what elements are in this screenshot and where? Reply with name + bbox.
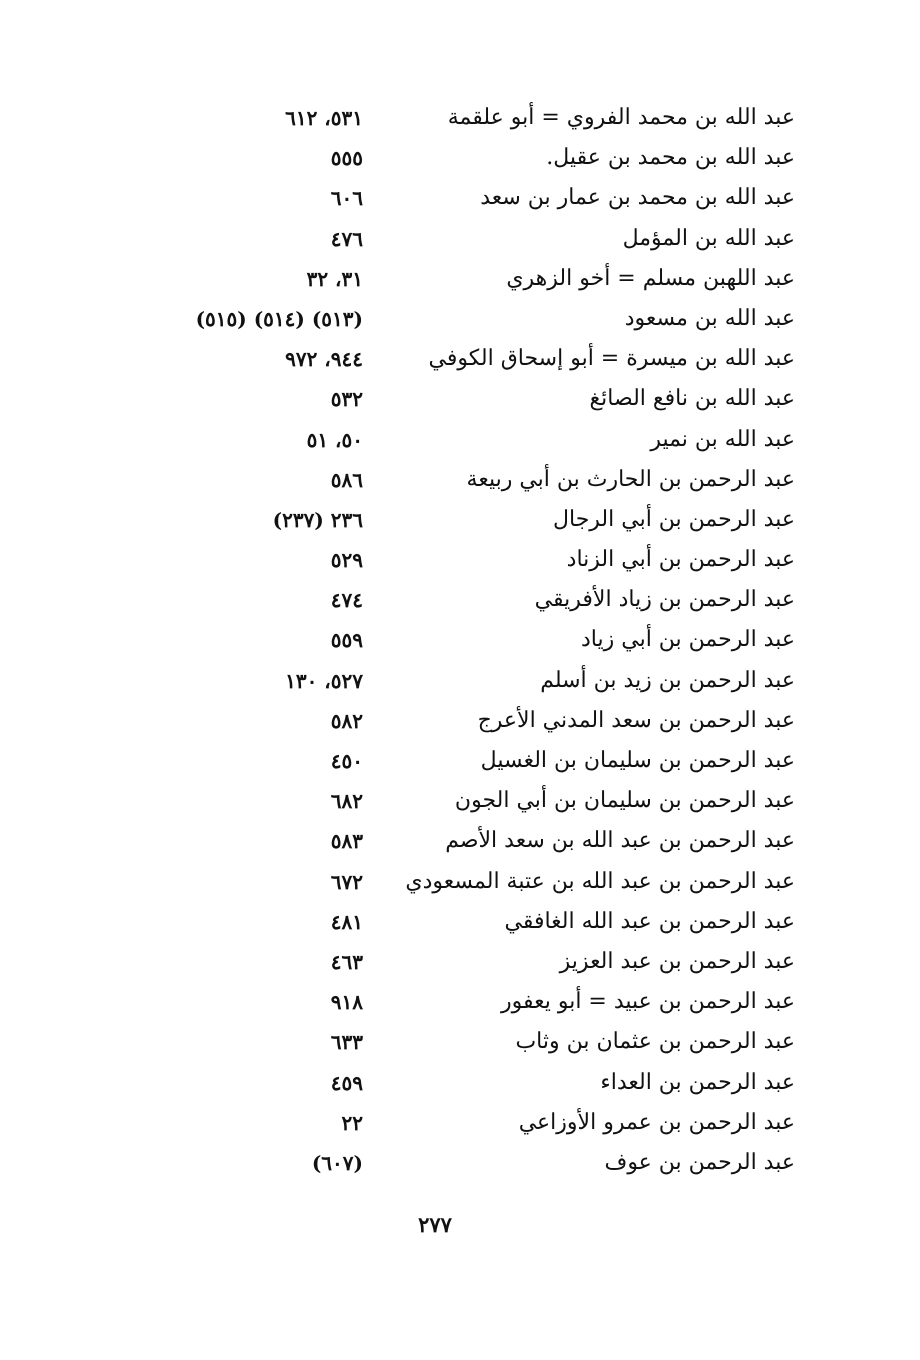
entry-name: عبد الله بن محمد بن عقيل. [546, 145, 795, 171]
entry-page-refs: ٥٠، ٥١ [306, 427, 363, 452]
index-entry [140, 741, 795, 781]
entry-page-refs: ٥٨٣ [330, 829, 363, 854]
index-entry [140, 540, 795, 580]
index-entry [140, 1143, 795, 1183]
entry-page-refs: ٥٨٦ [330, 467, 363, 492]
index-entry [140, 299, 795, 339]
entry-page-refs: ٢٣٦ (٢٣٧) [272, 507, 363, 532]
entry-name: عبد الرحمن بن زياد الأفريقي [534, 587, 795, 613]
entry-name: عبد الله بن نافع الصائغ [589, 386, 795, 412]
entry-name: عبد الله بن محمد بن عمار بن سعد [480, 185, 795, 211]
entry-page-refs: ٥٢٧، ١٣٠ [285, 668, 363, 693]
index-entry [140, 379, 795, 419]
entry-name: عبد الرحمن بن زيد بن أسلم [540, 667, 795, 693]
entry-page-refs: ٩١٨ [330, 990, 363, 1015]
entry-page-refs: ٦٠٦ [330, 186, 363, 211]
index-entry [140, 580, 795, 620]
entry-name: عبد الرحمن بن عمرو الأوزاعي [518, 1109, 795, 1135]
index-entry [140, 942, 795, 982]
entry-page-refs: ٤٧٦ [330, 226, 363, 251]
entry-name: عبد الرحمن بن سليمان بن الغسيل [480, 748, 795, 773]
index-entry [140, 620, 795, 660]
index-entry [140, 339, 795, 379]
index-entry [140, 902, 795, 942]
entry-name: عبد الله بن مسعود [624, 305, 795, 331]
entry-name: عبد الرحمن بن أبي زياد [581, 627, 795, 653]
entry-page-refs: ٦٨٢ [330, 789, 363, 814]
entry-name: عبد الله بن المؤمل [622, 225, 795, 251]
entry-page-refs: (٦٠٧) [311, 1150, 363, 1175]
entry-page-refs: ٤٨١ [330, 909, 363, 934]
entry-name: عبد الله بن ميسرة = أبو إسحاق الكوفي [428, 346, 795, 372]
index-entry [140, 1022, 795, 1062]
entry-name: عبد الرحمن بن العداء [600, 1069, 795, 1095]
index-entry [140, 460, 795, 500]
entry-name: عبد الرحمن بن الحارث بن أبي ربيعة [466, 466, 795, 492]
index-entry [140, 98, 795, 138]
entry-name: عبد الرحمن بن سليمان بن أبي الجون [454, 788, 795, 814]
entry-page-refs: (٥١٣) (٥١٤) (٥١٥) [195, 306, 363, 331]
entry-name: عبد الرحمن بن أبي الزناد [566, 547, 795, 573]
index-entry [140, 781, 795, 821]
index-entry [140, 178, 795, 218]
index-entry [140, 259, 795, 299]
entry-page-refs: ٦٣٣ [330, 1030, 363, 1055]
entry-name: عبد الرحمن بن عبد الله بن عتبة المسعودي [405, 868, 795, 894]
name-index-list [140, 98, 795, 1183]
entry-page-refs: ٤٥٩ [330, 1070, 363, 1095]
entry-page-refs: ٢٢ [341, 1110, 363, 1135]
entry-name: عبد الرحمن بن عبيد = أبو يعفور [500, 989, 795, 1015]
page-number: ٢٧٧ [418, 1212, 452, 1237]
entry-page-refs: ٥٥٥ [330, 146, 363, 171]
entry-page-refs: ٦٧٢ [330, 869, 363, 894]
index-entry [140, 500, 795, 540]
entry-page-refs: ٥٢٩ [330, 548, 363, 573]
index-entry [140, 982, 795, 1022]
entry-page-refs: ٥٣٢ [330, 387, 363, 412]
entry-name: عبد الرحمن بن عبد العزيز [559, 948, 795, 974]
entry-name: عبد الله بن محمد الفروي = أبو علقمة [447, 105, 795, 130]
index-entry [140, 1063, 795, 1103]
entry-name: عبد الرحمن بن سعد المدني الأعرج [477, 707, 795, 733]
index-entry [140, 862, 795, 902]
entry-name: عبد الرحمن بن عبد الله بن سعد الأصم [445, 828, 795, 854]
entry-name: عبد الرحمن بن عثمان بن وثاب [515, 1029, 795, 1055]
entry-page-refs: ٥٣١، ٦١٢ [285, 106, 363, 130]
entry-page-refs: ٤٦٣ [330, 949, 363, 974]
entry-page-refs: ٥٥٩ [330, 628, 363, 653]
entry-name: عبد الرحمن بن عبد الله الغافقي [504, 908, 795, 934]
entry-page-refs: ٩٤٤، ٩٧٢ [285, 347, 363, 372]
index-entry [140, 138, 795, 178]
index-entry [140, 1103, 795, 1143]
index-entry [140, 661, 795, 701]
entry-name: عبد الله بن نمير [650, 426, 795, 452]
entry-name: عبد الرحمن بن أبي الرجال [553, 506, 795, 532]
index-entry [140, 219, 795, 259]
entry-name: عبد الرحمن بن عوف [604, 1149, 795, 1175]
index-entry [140, 701, 795, 741]
index-entry [140, 420, 795, 460]
entry-page-refs: ٤٥٠ [330, 749, 363, 773]
entry-page-refs: ٤٧٤ [330, 588, 363, 613]
entry-page-refs: ٥٨٢ [330, 708, 363, 733]
entry-page-refs: ٣١، ٣٢ [306, 266, 363, 291]
index-entry [140, 821, 795, 861]
entry-name: عبد اللهبن مسلم = أخو الزهري [506, 265, 795, 291]
